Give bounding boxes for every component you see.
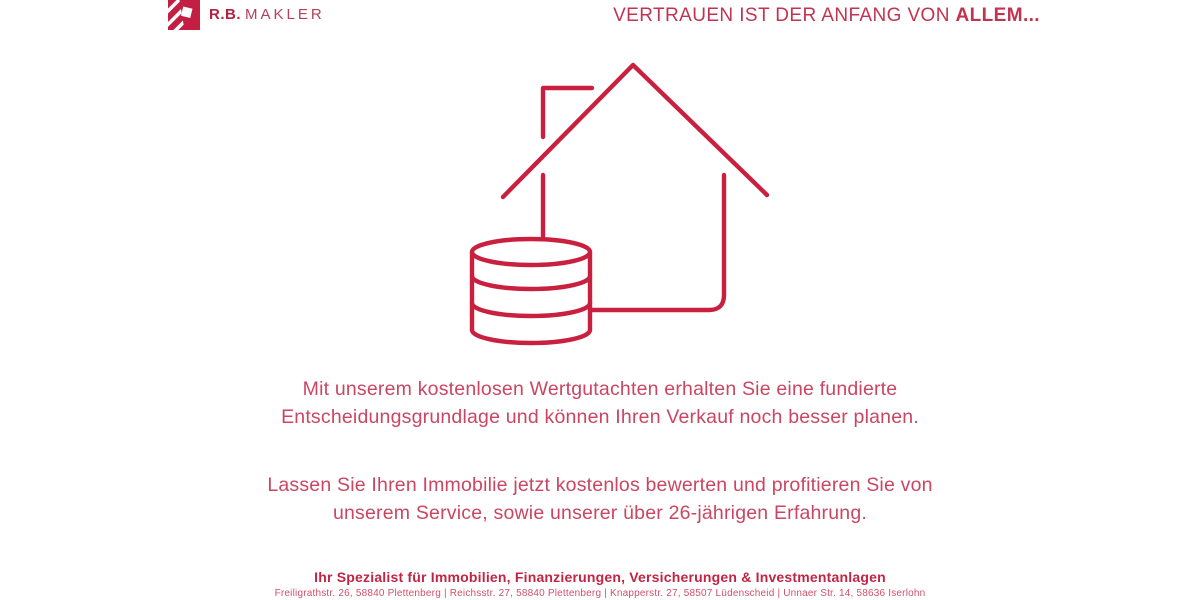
coin-stack-band-2 xyxy=(472,303,590,316)
brand-name-bold: R.B. xyxy=(209,6,241,23)
coin-stack-top-ellipse xyxy=(472,239,590,265)
paragraph-1-line-1: Mit unserem kostenlosen Wertgutachten erhalten Sie eine fundierte xyxy=(302,378,898,400)
brand-name-light: MAKLER xyxy=(245,6,325,23)
coin-stack-bottom-arc xyxy=(472,330,590,343)
body-copy xyxy=(0,375,1200,527)
footer-tagline: Ihr Spezialist für Immobilien, Finanzierungen, Versicherungen & Investmentanlagen xyxy=(314,569,886,585)
brand-logo[interactable] xyxy=(168,0,325,30)
paragraph-2-line-1: Lassen Sie Ihren Immobilie jetzt kostenlos bewerten und profitieren Sie von xyxy=(267,474,933,496)
paragraph-2-line-2: unserem Service, sowie unserer über 26-jährigen Erfahrung. xyxy=(332,502,868,524)
paragraph-1 xyxy=(0,375,1200,431)
headline-regular-part: VERTRAUEN IST DER ANFANG VON xyxy=(613,5,956,26)
paragraph-1-line-2: Entscheidungsgrundlage und können Ihren Verkauf noch besser planen. xyxy=(281,406,919,428)
brand-logo-text xyxy=(209,0,325,30)
brand-logo-icon xyxy=(168,0,200,30)
house-coin-stack-illustration xyxy=(468,54,770,346)
footer-addresses: Freiligrathstr. 26, 58840 Plettenberg | Reichsstr. 27, 58840 Plettenberg | Knapperstr. 27, 58507 Lüdenscheid | Unnaer Str. 14, 58636 Iserlohn xyxy=(274,588,926,599)
right-wall-floor-line xyxy=(590,175,724,310)
page-headline xyxy=(613,5,1040,27)
paragraph-2 xyxy=(0,471,1200,527)
coin-stack-band-1 xyxy=(472,276,590,289)
headline-bold-part: ALLEM... xyxy=(955,5,1040,26)
